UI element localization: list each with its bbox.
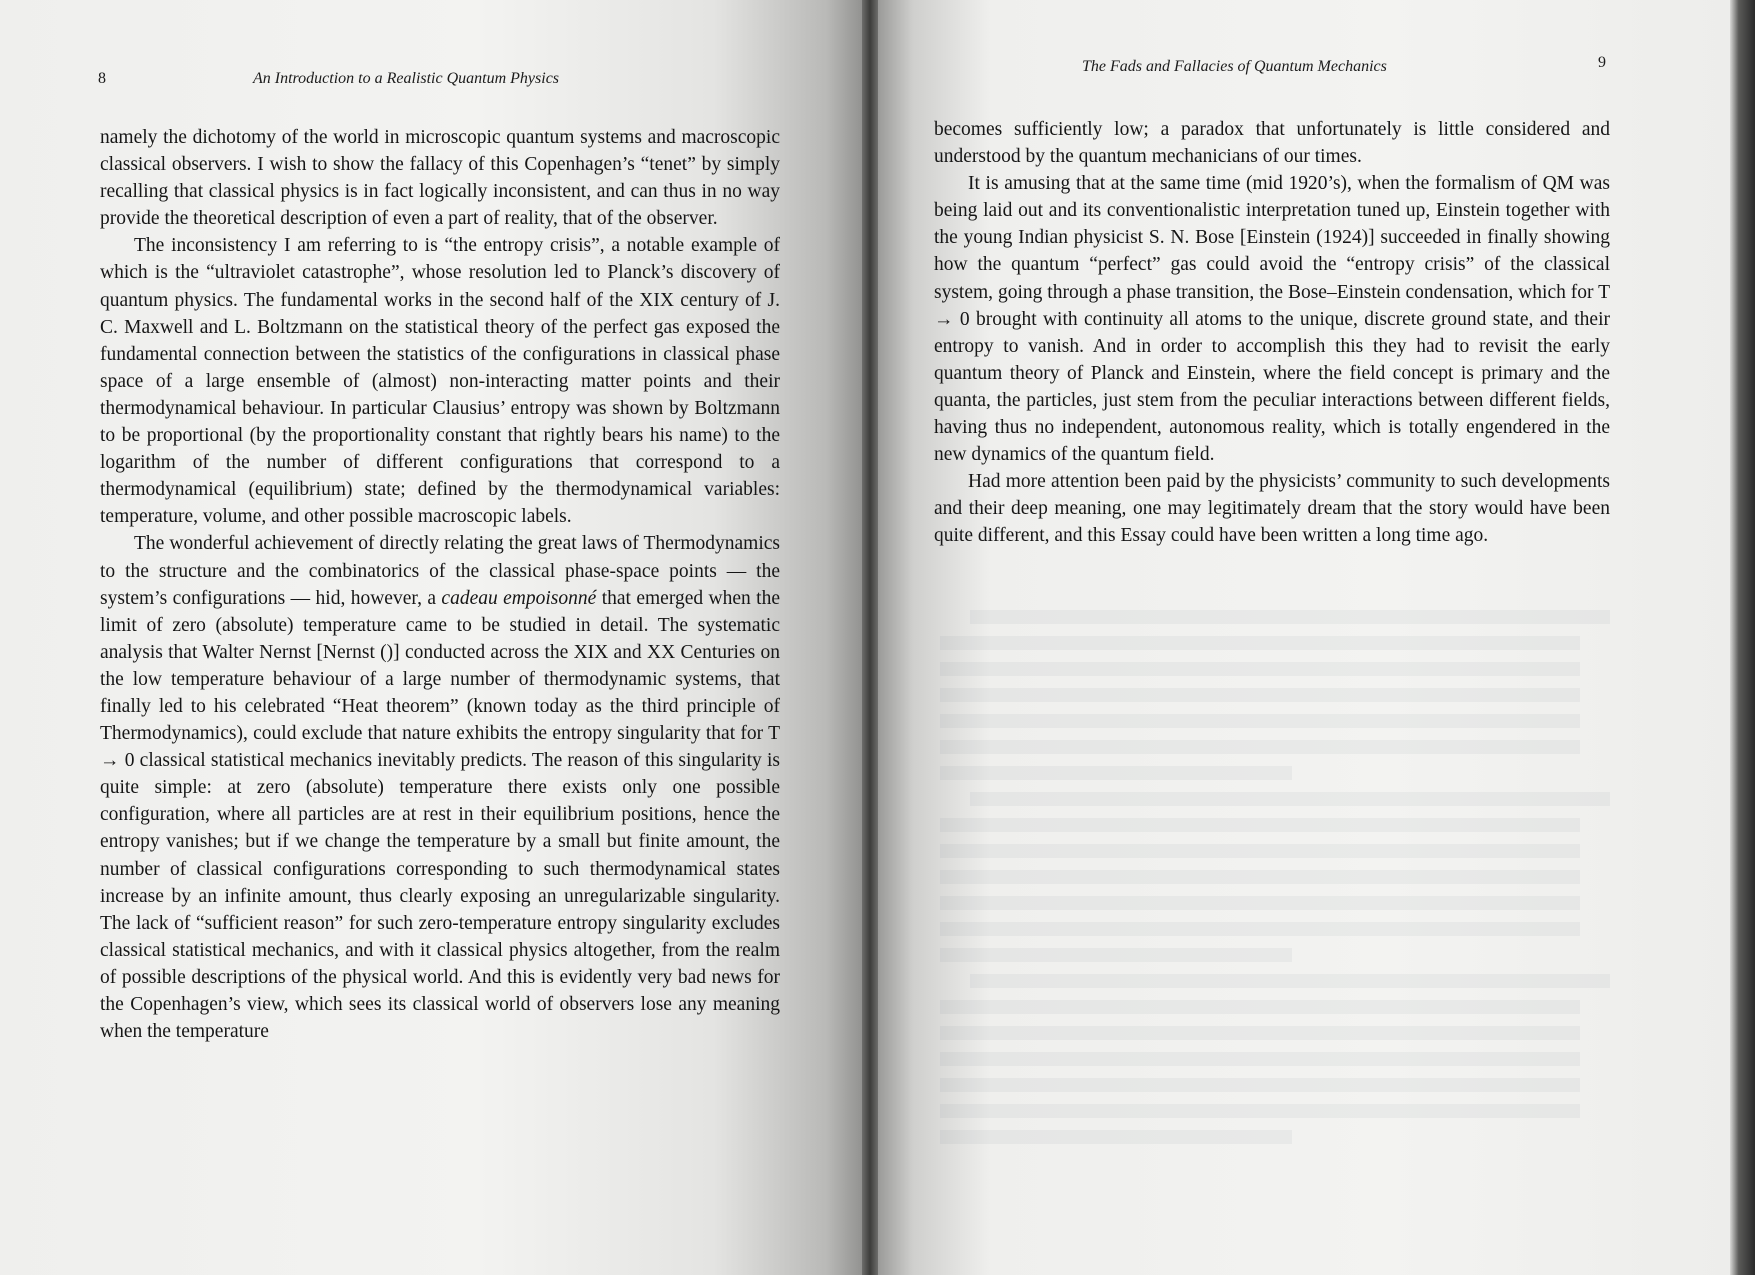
- right-page-number: 9: [1598, 54, 1606, 71]
- right-text-block: [934, 116, 1610, 550]
- right-running-head-title: The Fads and Fallacies of Quantum Mechanics: [1082, 58, 1387, 75]
- left-running-head: [253, 70, 559, 88]
- right-paragraph-3: Had more attention been paid by the physicists’ community to such developments and their deep meaning, one may legitimately dream that the story would have been quite different, and this Essay could have been written a long time ago.: [934, 471, 1610, 547]
- right-page: [870, 0, 1730, 1275]
- left-running-head-title: An Introduction to a Realistic Quantum Physics: [253, 70, 560, 87]
- left-paragraph-3: [100, 530, 780, 1045]
- show-through-shading: [940, 610, 1580, 1170]
- left-paragraph-3-rest: that emerged when the limit of zero (absolute) temperature came to be studied in detail. The systematic analysis that Walter Nernst [Nernst ()] conducted across the XIX and XX Centuries on the low temperature behaviour of a large number of thermodynamic systems, that finally led to his celebrated “Heat theorem” (known today as the third principle of Thermodynamics), could exclude that nature exhibits the entropy singularity that for T → 0 classical statistical mechanics inevitably predicts. The reason of this singularity is quite simple: at zero (absolute) temperature there exists only one possible configuration, where all particles are at rest in their equilibrium positions, hence the entropy vanishes; but if we change the temperature by a small but finite amount, the number of classical configurations corresponding to such thermodynamical states increase by an infinite amount, thus clearly exposing an unregularizable singularity. The lack of “sufficient reason” for such zero-temperature entropy singularity excludes classical statistical mechanics, and with it classical physics altogether, from the realm of possible descriptions of the physical world. And this is evidently very bad news for the Copenhagen’s view, which sees its classical world of observers lose any meaning when the temperature: [100, 587, 780, 1043]
- left-page-number: 8: [98, 70, 106, 87]
- left-paragraph-3-italic: cadeau empoisonné: [441, 587, 597, 609]
- left-text-block: [100, 124, 780, 1045]
- left-page: [0, 0, 870, 1275]
- right-running-head: [1082, 58, 1387, 76]
- page-edge-shadow: [1730, 0, 1755, 1275]
- left-paragraph-2: The inconsistency I am referring to is “the entropy crisis”, a notable example of which is the “ultraviolet catastrophe”, whose resolution led to Planck’s discovery of quantum physics. The fundamental works in the second half of the XIX century of J. C. Maxwell and L. Boltzmann on the statistical theory of the perfect gas exposed the fundamental connection between the statistics of the configurations in classical phase space of a large ensemble of (almost) non-interacting matter points and their thermodynamical behaviour. In particular Clausius’ entropy was shown by Boltzmann to be proportional (by the proportionality constant that rightly bears his name) to the logarithm of the number of different configurations that correspond to a thermodynamical (equilibrium) state; defined by the thermodynamical variables: temperature, volume, and other possible macroscopic labels.: [100, 235, 780, 528]
- left-paragraph-1: namely the dichotomy of the world in microscopic quantum systems and macroscopic classical observers. I wish to show the fallacy of this Copenhagen’s “tenet” by simply recalling that classical physics is in fact logically inconsistent, and can thus in no way provide the theoretical description of even a part of reality, that of the observer.: [100, 127, 780, 230]
- right-paragraph-2: It is amusing that at the same time (mid 1920’s), when the formalism of QM was being laid out and its conventionalistic interpretation tuned up, Einstein together with the young Indian physicist S. N. Bose [Einstein (1924)] succeeded in finally showing how the quantum “perfect” gas could avoid the “entropy crisis” of the classical system, going through a phase transition, the Bose–Einstein condensation, which for T → 0 brought with continuity all atoms to the unique, discrete ground state, and their entropy to vanish. And in order to accomplish this they had to revisit the early quantum theory of Planck and Einstein, where the field concept is primary and the quanta, the particles, just stem from the peculiar interactions between different fields, having thus no independent, autonomous reality, which is totally engendered in the new dynamics of the quantum field.: [934, 173, 1610, 466]
- left-paragraph-3-start: The wonderful achievement of directly relating the great laws of Thermodynamics to the structure and the combinatorics of the classical phase-space points — the system’s configurations — hid, however, a: [100, 533, 780, 609]
- right-paragraph-1: becomes sufficiently low; a paradox that unfortunately is little considered and understood by the quantum mechanicians of our times.: [934, 119, 1610, 168]
- book-gutter: [862, 0, 878, 1275]
